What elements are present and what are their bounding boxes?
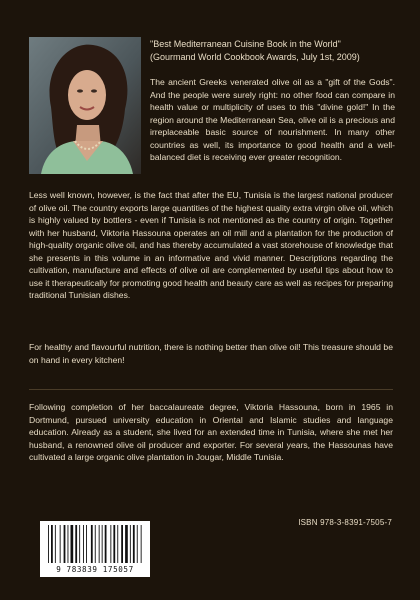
barcode-digits: 9 783839 175057: [56, 565, 134, 574]
isbn-number: ISBN 978-3-8391-7505-7: [298, 518, 392, 527]
tunisia-paragraph: Less well known, however, is the fact that after the EU, Tunisia is the largest national producer of olive oil. The country exports large quantities of the highest quality extra virgin olive oil, which is highly valued by bottlers - even if Tunisia is not mentioned as the country of origin. Together with her husband, Viktoria Hassouna operates an oil mill and a plantation for the production of high-quality organic olive oil, and has thereby accumulated a vast storehouse of knowledge that she presents in this volume in an informative and vivid manner. Descriptions regarding the cultivation, manufacture and effects of olive oil are complemented by useful tips about how to use it therapeutically for promoting good health and beauty care as well as recipes for preparing traditional Tunisian dishes.: [29, 190, 394, 300]
author-photo: [29, 37, 141, 174]
award-quote-source: (Gourmand World Cookbook Awards, July 1st, 2009): [150, 51, 360, 62]
intro-paragraph: The ancient Greeks venerated olive oil as a "gift of the Gods". And the people were surely right: no other food can compare in health value or multiplicity of uses to this "divine gold!" In the region around the Mediterranean Sea, olive oil is a precious and irreplaceable basic source of nourishment. In many other countries as well, its importance to good health and a well-balanced diet is receiving ever greater recognition.: [150, 77, 395, 162]
award-quote: [150, 38, 398, 63]
barcode-icon: [40, 521, 150, 566]
author-portrait-icon: [29, 37, 141, 174]
section-divider: [29, 389, 393, 390]
author-bio-paragraph: Following completion of her baccalaureate degree, Viktoria Hassouna, born in 1965 in Dortmund, pursued university education in Oriental and Islamic studies and language education. Already as a student, she lived for an extended time in Tunisia, where she met her husband, a renowned olive oil producer and exporter. For several years, the Hassounas have cultivated a large organic olive plantation in Jougar, Middle Tunisia.: [29, 402, 393, 462]
closing-paragraph: For healthy and flavourful nutrition, there is nothing better than olive oil! This treasure should be on hand in every kitchen!: [29, 342, 393, 365]
award-quote-title: "Best Mediterranean Cuisine Book in the World": [150, 39, 341, 49]
barcode: [40, 521, 150, 577]
